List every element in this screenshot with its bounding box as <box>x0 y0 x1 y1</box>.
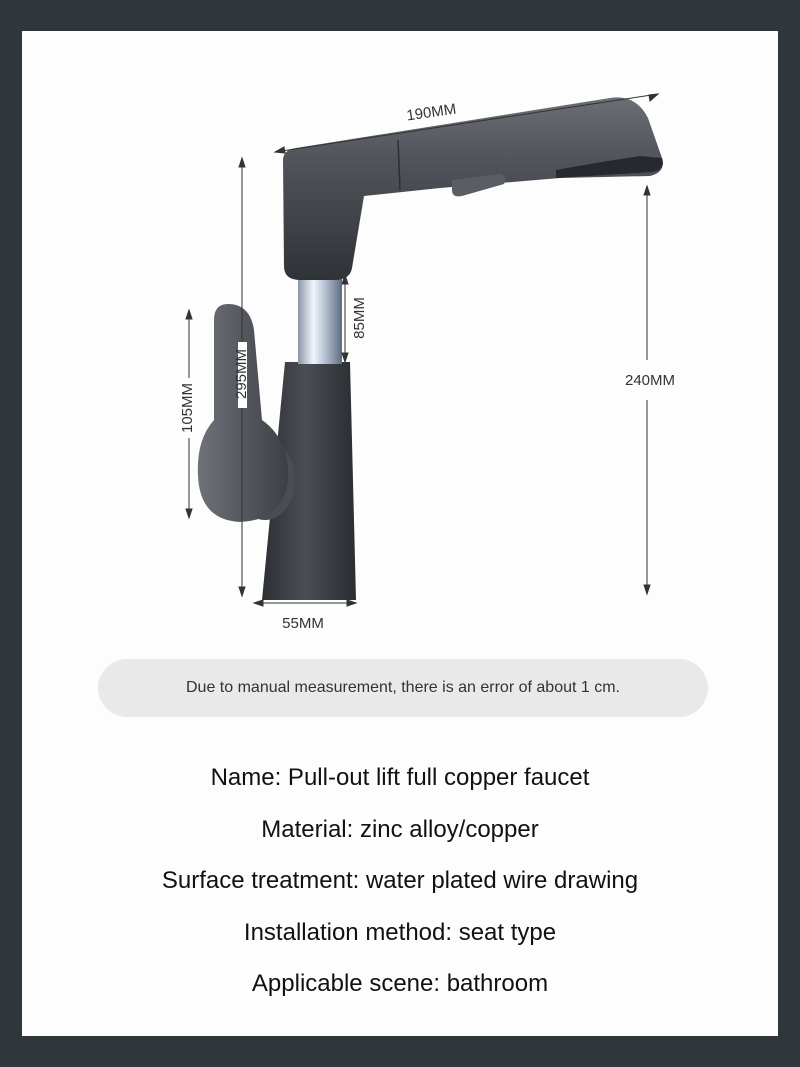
spec-applicable-scene: Applicable scene: bathroom <box>251 970 549 997</box>
measurement-note <box>98 659 708 717</box>
measurement-note-text: Due to manual measurement, there is an error of about 1 cm. <box>186 679 620 696</box>
label-295mm: 295MM <box>233 348 250 400</box>
handle-lever <box>198 304 288 522</box>
label-190mm: 190MM <box>405 100 458 125</box>
spec-material: Material: zinc alloy/copper <box>261 815 539 843</box>
label-55mm: 55MM <box>282 615 324 632</box>
spec-installation-method: Installation method: seat type <box>243 918 557 946</box>
label-240mm: 240MM <box>624 372 676 389</box>
label-105mm: 105MM <box>179 382 196 434</box>
spec-list <box>0 760 800 1018</box>
spec-name: Name: Pull-out lift full copper faucet <box>210 764 590 791</box>
label-85mm: 85MM <box>351 297 368 339</box>
spec-surface-treatment: Surface treatment: water plated wire drawing <box>161 867 639 894</box>
faucet-illustration <box>198 97 663 600</box>
lift-column <box>298 272 342 364</box>
